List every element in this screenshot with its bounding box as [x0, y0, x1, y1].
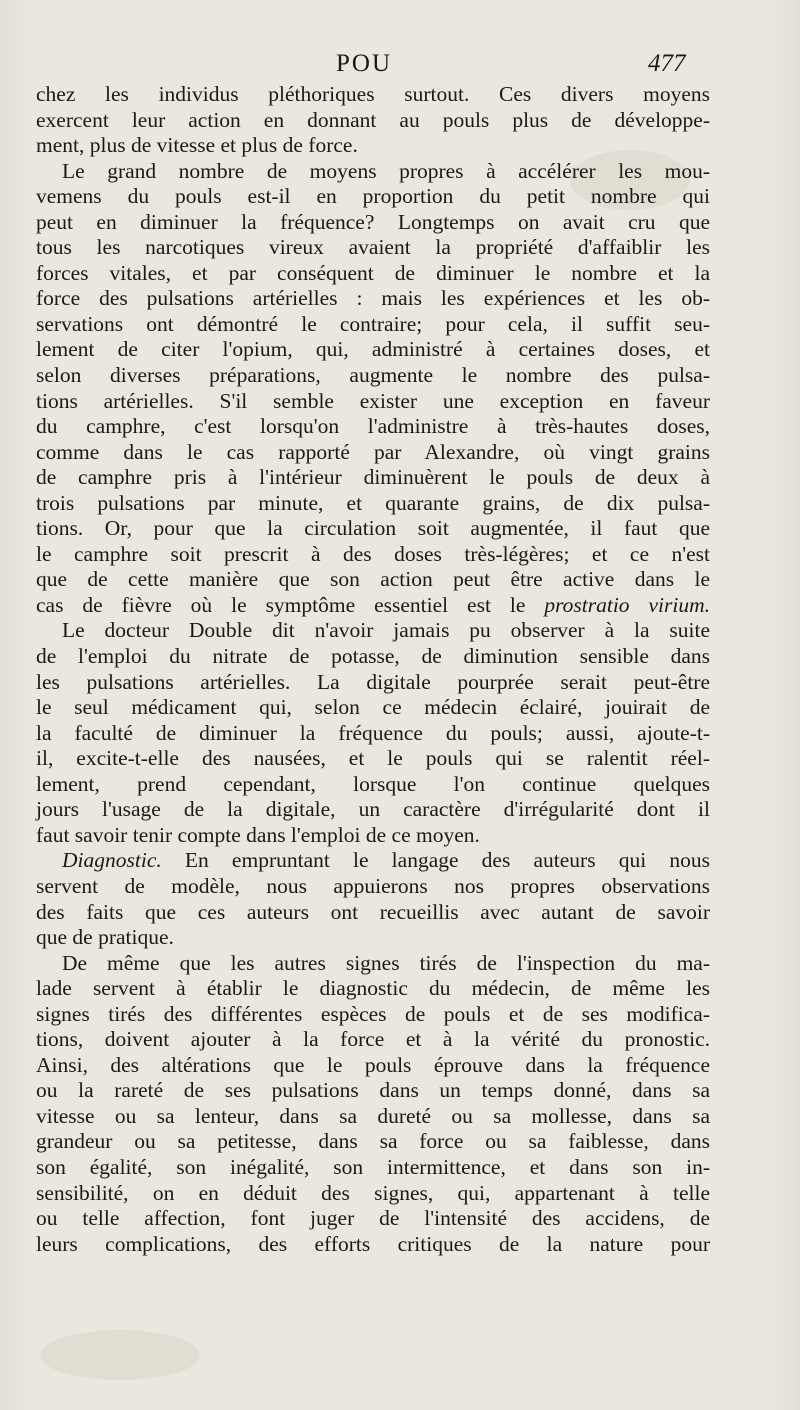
text-line: [36, 1155, 710, 1181]
line-text: exercent leur action en donnant au pouls plus de développe-: [36, 107, 710, 132]
line-text: tions artérielles. S'il semble exister une exception en faveur: [36, 388, 710, 413]
line-text: Le grand nombre de moyens propres à accélérer les mou-: [62, 158, 710, 183]
text-line: [36, 261, 710, 287]
page-number: 477: [648, 50, 686, 77]
line-text: tous les narcotiques vireux avaient la propriété d'affaiblir les: [36, 235, 710, 260]
text-line: [36, 491, 710, 517]
line-text: faut savoir tenir compte dans l'emploi de ce moyen.: [36, 822, 480, 847]
line-text: le seul médicament qui, selon ce médecin éclairé, jouirait de: [36, 695, 710, 720]
text-line: [36, 848, 710, 874]
text-line: [36, 1129, 710, 1155]
text-line: [36, 542, 710, 568]
line-text: que de pratique.: [36, 925, 174, 950]
line-text: lement, prend cependant, lorsque l'on continue quelques: [36, 771, 710, 796]
line-text: selon diverses préparations, augmente le nombre des pulsa-: [36, 363, 710, 388]
text-line: [36, 1181, 710, 1207]
text-line: [36, 618, 710, 644]
line-text: de camphre pris à l'intérieur diminuèrent le pouls de deux à: [36, 465, 710, 490]
text-line: [36, 797, 710, 823]
paper-stain: [40, 1330, 200, 1380]
line-text: ou telle affection, font juger de l'intensité des accidens, de: [36, 1206, 710, 1231]
text-line: [36, 1232, 710, 1258]
line-text: force des pulsations artérielles : mais les expériences et les ob-: [36, 286, 710, 311]
text-line: [36, 363, 710, 389]
text-line: [36, 159, 710, 185]
text-line: [36, 389, 710, 415]
text-line: [36, 593, 710, 619]
line-text: la faculté de diminuer la fréquence du pouls; aussi, ajoute-t-: [36, 720, 710, 745]
line-text: comme dans le cas rapporté par Alexandre, où vingt grains: [36, 439, 710, 464]
line-text: tions. Or, pour que la circulation soit augmentée, il faut que: [36, 516, 710, 541]
body-text: [36, 82, 710, 1257]
line-text: jours l'usage de la digitale, un caractère d'irrégularité dont il: [36, 797, 710, 822]
text-line: [36, 1104, 710, 1130]
page-header: [0, 50, 800, 84]
italic-heading: Diagnostic.: [62, 848, 162, 873]
line-text: grandeur ou sa petitesse, dans sa force ou sa faiblesse, dans: [36, 1129, 710, 1154]
line-text: servations ont démontré le contraire; pour cela, il suffit seu-: [36, 311, 710, 336]
text-line: [36, 644, 710, 670]
line-text: cas de fièvre où le symptôme essentiel est le: [36, 592, 545, 617]
line-text: vitesse ou sa lenteur, dans sa dureté ou sa mollesse, dans sa: [36, 1103, 710, 1128]
line-text: ment, plus de vitesse et plus de force.: [36, 133, 358, 158]
line-text: sensibilité, on en déduit des signes, qui, appartenant à telle: [36, 1180, 710, 1205]
line-text: leurs complications, des efforts critiques de la nature pour: [36, 1231, 710, 1256]
text-line: [36, 1027, 710, 1053]
text-line: [36, 567, 710, 593]
text-line: [36, 82, 710, 108]
line-text: lade servent à établir le diagnostic du médecin, de même les: [36, 976, 710, 1001]
text-line: [36, 874, 710, 900]
text-line: [36, 976, 710, 1002]
text-line: [36, 772, 710, 798]
running-head: POU: [336, 50, 393, 77]
text-line: [36, 900, 710, 926]
text-line: [36, 312, 710, 338]
line-text: En empruntant le langage des auteurs qui nous: [161, 848, 710, 873]
line-text: tions, doivent ajouter à la force et à la vérité du pronostic.: [36, 1027, 710, 1052]
text-line: [36, 440, 710, 466]
line-text: chez les individus pléthoriques surtout. Ces divers moyens: [36, 82, 710, 106]
line-text: Ainsi, des altérations que le pouls éprouve dans la fréquence: [36, 1052, 710, 1077]
text-line: [36, 1002, 710, 1028]
text-line: [36, 286, 710, 312]
text-line: [36, 235, 710, 261]
line-text: des faits que ces auteurs ont recueillis avec autant de savoir: [36, 899, 710, 924]
text-line: [36, 695, 710, 721]
line-text: le camphre soit prescrit à des doses très-légères; et ce n'est: [36, 541, 710, 566]
line-text: son égalité, son inégalité, son intermittence, et dans son in-: [36, 1154, 710, 1179]
line-text: il, excite-t-elle des nausées, et le pouls qui se ralentit réel-: [36, 746, 710, 771]
text-line: [36, 670, 710, 696]
text-line: [36, 337, 710, 363]
line-text: du camphre, c'est lorsqu'on l'administre à très-hautes doses,: [36, 414, 710, 439]
line-text: ou la rareté de ses pulsations dans un temps donné, dans sa: [36, 1078, 710, 1103]
line-text: signes tirés des différentes espèces de pouls et de ses modifica-: [36, 1001, 710, 1026]
line-text: de l'emploi du nitrate de potasse, de diminution sensible dans: [36, 644, 710, 669]
text-line: [36, 465, 710, 491]
line-text: les pulsations artérielles. La digitale pourprée serait peut-être: [36, 669, 710, 694]
text-line: [36, 414, 710, 440]
line-text: que de cette manière que son action peut être active dans le: [36, 567, 710, 592]
text-line: [36, 951, 710, 977]
text-line: [36, 925, 710, 951]
line-text: servent de modèle, nous appuierons nos propres observations: [36, 873, 710, 898]
text-line: [36, 516, 710, 542]
line-text: peut en diminuer la fréquence? Longtemps on avait cru que: [36, 209, 710, 234]
text-line: [36, 721, 710, 747]
text-line: [36, 210, 710, 236]
text-line: [36, 184, 710, 210]
italic-phrase: prostratio virium.: [544, 592, 710, 617]
text-line: [36, 133, 710, 159]
text-line: [36, 1206, 710, 1232]
line-text: lement de citer l'opium, qui, administré à certaines doses, et: [36, 337, 710, 362]
line-text: vemens du pouls est-il en proportion du petit nombre qui: [36, 184, 710, 209]
line-text: forces vitales, et par conséquent de diminuer le nombre et la: [36, 260, 710, 285]
text-line: [36, 1053, 710, 1079]
line-text: Le docteur Double dit n'avoir jamais pu observer à la suite: [62, 618, 710, 643]
line-text: De même que les autres signes tirés de l'inspection du ma-: [62, 950, 710, 975]
text-line: [36, 746, 710, 772]
line-text: trois pulsations par minute, et quarante grains, de dix pulsa-: [36, 490, 710, 515]
text-line: [36, 1078, 710, 1104]
text-line: [36, 108, 710, 134]
text-line: [36, 823, 710, 849]
